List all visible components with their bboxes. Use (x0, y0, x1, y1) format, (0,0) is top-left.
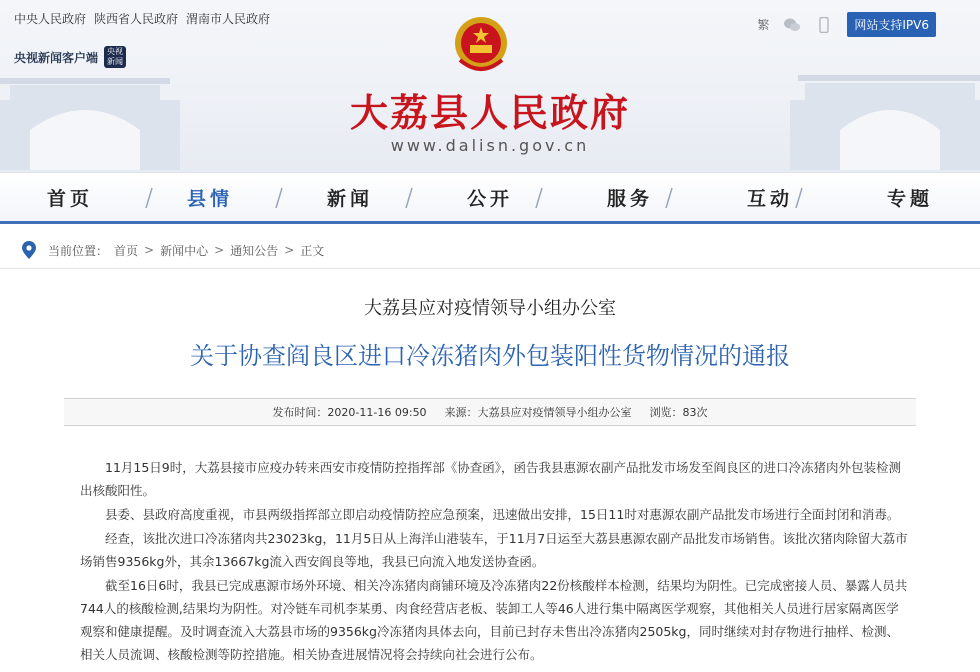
cctv-label: 央视新闻客户端 (14, 50, 99, 65)
top-link-central-gov[interactable]: 中央人民政府 (14, 12, 87, 26)
article-body (80, 456, 910, 667)
breadcrumb-separator: > (144, 243, 155, 257)
wechat-icon[interactable] (783, 17, 801, 33)
nav-item-news[interactable]: 新闻 (326, 187, 373, 210)
nav-item-home[interactable]: 首页 (46, 187, 93, 210)
paragraph-text: 县委、县政府高度重视，市县两级指挥部立即启动疫情防控应急预案，迅速做出安排，15日11时对惠源农副产品批发市场进行全面封闭和消毒。 (105, 507, 900, 522)
cctv-news-link[interactable] (14, 46, 126, 68)
top-link-weinan-gov[interactable]: 渭南市人民政府 (186, 12, 271, 26)
breadcrumb-news-center[interactable]: 新闻中心 (160, 243, 209, 258)
top-links (14, 10, 270, 27)
ipv6-button[interactable]: 网站支持IPV6 (847, 12, 936, 37)
breadcrumb-home[interactable]: 首页 (114, 243, 139, 258)
paragraph-text: 11月15日9时，大荔县接市应疫办转来西安市疫情防控指挥部《协查函》，函告我县惠源农副产品批发市场发至阎良区的进口冷冻猪肉外包装检测出核酸阳性。 (80, 460, 902, 498)
nav-separators (0, 176, 980, 220)
publish-time: 发布时间：2020-11-16 09:50 (272, 406, 427, 419)
breadcrumb (20, 240, 324, 260)
breadcrumb-notices[interactable]: 通知公告 (230, 243, 279, 258)
nav-item-services[interactable]: 服务 (606, 187, 653, 210)
breadcrumb-separator: > (214, 243, 225, 257)
top-link-shaanxi-gov[interactable]: 陕西省人民政府 (94, 12, 179, 26)
article-meta (64, 398, 916, 426)
cctv-badge: 央视新闻 (104, 46, 126, 68)
paragraph-text: 截至16日6时，我县已完成惠源市场外环境、相关冷冻猪肉商铺环境及冷冻猪肉22份核酸样本检测，结果均为阴性。已完成密接人员、暴露人员共744人的核酸检测,结果均为阴性。对冷链车司机李某勇、肉食经营店老板、装卸工人等46人进行集中隔离医学观察，其他相关人员进行居家隔离医学观察和健康提醒。及时调查流入大荔县市场的9356kg冷冻猪肉具体去向，目前已封存未售出冷冻猪肉2505kg，同时继续对封存物进行抽样、检测、相关人员流调、核酸检测等防控措施。相关协查进展情况将会持续向社会进行公布。 (80, 578, 908, 662)
article-title: 关于协查阎良区进口冷冻猪肉外包装阳性货物情况的通报 (190, 342, 790, 370)
breadcrumb-current: 正文 (300, 243, 325, 258)
breadcrumb-separator: > (284, 243, 295, 257)
article-department: 大荔县应对疫情领导小组办公室 (364, 298, 616, 319)
breadcrumb-divider (0, 268, 980, 269)
nav-item-interaction[interactable]: 互动 (746, 187, 793, 210)
nav-item-county-info[interactable]: 县情 (186, 187, 233, 210)
traditional-chinese-toggle[interactable]: 繁 (757, 18, 770, 32)
nav-item-open[interactable]: 公开 (466, 187, 513, 210)
breadcrumb-label: 当前位置： (48, 243, 109, 258)
mobile-icon[interactable] (815, 17, 833, 33)
site-title: 大荔县人民政府 (349, 90, 630, 135)
article-paragraph (80, 503, 910, 526)
site-url: www.dalisn.gov.cn (390, 136, 590, 155)
article-paragraph (80, 456, 910, 502)
site-header (0, 0, 980, 172)
location-pin-icon (20, 240, 38, 260)
paragraph-text: 经查，该批次进口冷冻猪肉共23023kg，11月5日从上海洋山港装车，于11月7日运至大荔县惠源农副产品批发市场销售。该批次猪肉除留大荔市场销售9356kg外，其余13667kg流入西安阎良等地，我县已向流入地发送协查函。 (80, 531, 908, 569)
national-emblem-icon (448, 12, 514, 78)
article-paragraph (80, 574, 910, 666)
article-source: 来源：大荔县应对疫情领导小组办公室 (444, 406, 632, 419)
header-tools (757, 12, 936, 37)
view-count: 浏览：83次 (649, 406, 708, 419)
nav-item-topics[interactable]: 专题 (886, 187, 933, 210)
article-paragraph (80, 527, 910, 573)
